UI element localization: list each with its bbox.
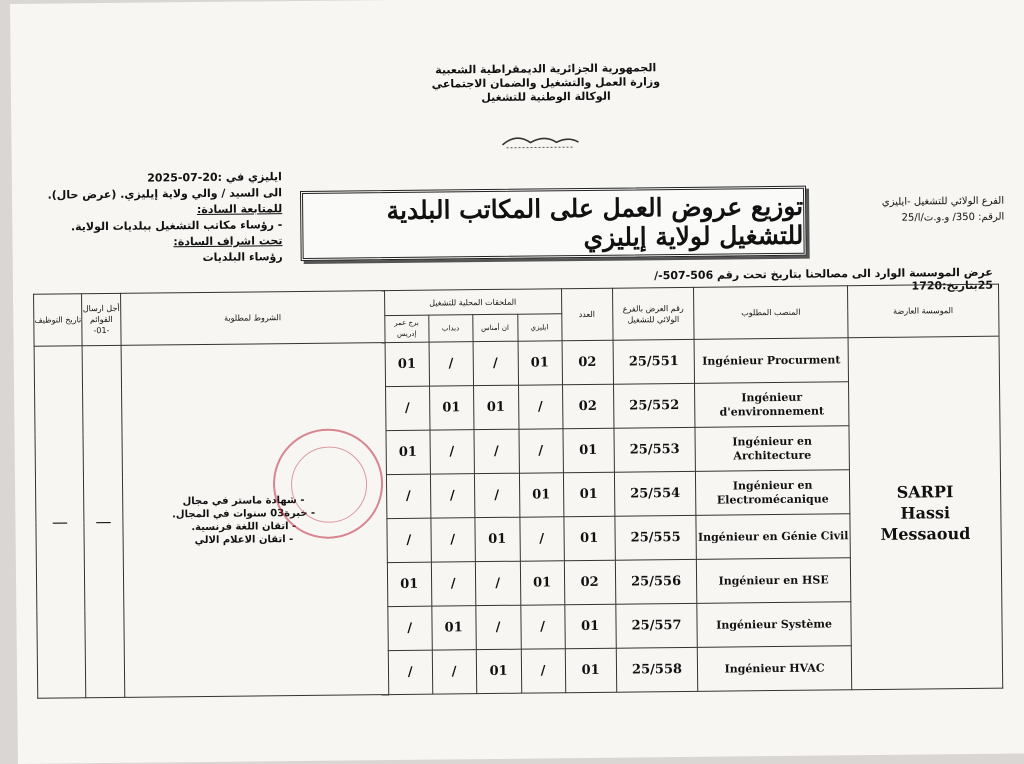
count-cell: 02 <box>564 560 616 605</box>
illizi-cell: / <box>518 385 562 429</box>
addressee-block <box>42 169 283 268</box>
org-line: Messaoud <box>880 523 971 544</box>
bordj-cell: / <box>388 650 432 694</box>
illizi-cell: 01 <box>518 341 562 385</box>
post-cell: Ingénieur HVAC <box>698 646 852 692</box>
bordj-cell: 01 <box>386 430 430 474</box>
place-date: ايليزي في :20-07-2025 <box>147 170 282 185</box>
count-cell: 01 <box>562 428 614 473</box>
official-stamp-icon <box>272 428 383 539</box>
bordj-cell: 01 <box>385 342 429 386</box>
supervision-value: رؤساء البلديات <box>202 250 283 264</box>
bordj-cell: 01 <box>387 562 431 606</box>
republic-name: الجمهورية الجزائرية الديمقراطية الشعبية <box>435 61 657 77</box>
header-inamenas: ان أمناس <box>472 314 517 341</box>
document-sheet <box>10 0 1024 764</box>
post-cell: Ingénieur d'environnement <box>695 382 849 428</box>
deadline-cell: — <box>82 345 125 697</box>
illizi-cell: 01 <box>520 561 564 605</box>
count-cell: 01 <box>565 648 617 693</box>
agency-name: الوكالة الوطنية للتشغيل <box>481 89 611 105</box>
condition-item: - خبرة03 سنوات في المجال. <box>131 506 356 521</box>
bordj-cell: / <box>385 386 429 430</box>
debdeb-cell: / <box>430 474 474 518</box>
inamenas-cell: / <box>473 341 518 385</box>
ministry-name: وزارة العمل والتشغيل والضمان الاجتماعي <box>431 75 661 91</box>
supervision-label: تحت اشراف السادة: <box>173 234 283 249</box>
branch-name: الفرع الولائي للتشغيل -ايليزي <box>881 195 1005 208</box>
illizi-cell: / <box>519 517 563 561</box>
table-row <box>34 336 999 390</box>
count-cell: 02 <box>562 384 614 429</box>
debdeb-cell: / <box>431 562 475 606</box>
bordj-cell: / <box>386 474 430 518</box>
header-debdeb: دبداب <box>428 315 472 342</box>
follow-label: للمتابعة السادة: <box>196 202 283 217</box>
debdeb-cell: / <box>432 650 476 694</box>
offer-line: عرض الموسسة الوارد الى مصالحنا بتاريخ تحت رقم 506-507-/ 25بتاريخ:1720 <box>654 265 994 293</box>
post-cell: Ingénieur Système <box>697 602 851 648</box>
post-cell: Ingénieur en Architecture <box>695 426 849 472</box>
agency-logo-icon <box>496 130 584 153</box>
condition-item: - اتقان الاعلام الالي <box>131 532 356 547</box>
header-deadline: أجل ارسال القوائم -01- <box>82 293 121 345</box>
bordj-cell: / <box>387 518 431 562</box>
debdeb-cell: / <box>430 430 474 474</box>
title-box <box>300 186 807 261</box>
bordj-cell: / <box>387 606 431 650</box>
inamenas-cell: 01 <box>476 649 521 693</box>
inamenas-cell: / <box>475 605 520 649</box>
header-hiring-date: تاريخ التوظيف <box>34 294 83 347</box>
count-cell: 02 <box>562 340 614 385</box>
follow-value: - رؤساء مكاتب التشغيل ببلديات الولاية. <box>70 218 283 234</box>
code-cell: 25/551 <box>613 339 695 384</box>
illizi-cell: / <box>520 605 564 649</box>
inamenas-cell: / <box>474 473 519 517</box>
code-cell: 25/553 <box>614 427 696 472</box>
condition-item: - شهادة ماستر في مجال <box>131 493 356 508</box>
code-cell: 25/555 <box>615 515 697 560</box>
branch-block <box>864 194 1004 227</box>
illizi-cell: 01 <box>519 473 563 517</box>
header-conditions: الشروط لمطلوبة <box>120 291 384 346</box>
inamenas-cell: / <box>474 429 519 473</box>
debdeb-cell: / <box>431 518 475 562</box>
count-cell: 01 <box>563 472 615 517</box>
header-illizi: ايليزي <box>517 314 561 341</box>
debdeb-cell: 01 <box>429 386 473 430</box>
illizi-cell: / <box>521 649 565 693</box>
illizi-cell: / <box>519 429 563 473</box>
debdeb-cell: / <box>429 342 473 386</box>
org-line: SARPI <box>896 482 954 502</box>
code-cell: 25/557 <box>615 603 697 648</box>
header-org: الموسسة العارضة <box>847 284 999 338</box>
code-cell: 25/552 <box>613 383 695 428</box>
code-cell: 25/554 <box>614 471 696 516</box>
addressee-to: الى السيد / والي ولاية إيليزي. (عرض حال). <box>47 186 283 202</box>
header-count: العدد <box>561 288 613 341</box>
post-cell: Ingénieur en Génie Civil <box>696 514 850 560</box>
job-offers-table <box>33 284 1003 699</box>
branch-ref: الرقم: 350/ و.و.ت/ا/25 <box>901 211 1005 224</box>
organization-cell <box>848 336 1003 690</box>
header-bordj: برج عمر إدريس <box>384 315 428 342</box>
hiring-date-cell: — <box>34 346 86 698</box>
count-cell: 01 <box>563 516 615 561</box>
code-cell: 25/556 <box>615 559 697 604</box>
condition-item: - اتقان اللغة فرنسية. <box>131 519 356 534</box>
header-code: رقم العرض بالفرع الولائي للتشغيل <box>612 287 694 340</box>
header-post: المنصب المطلوب <box>694 286 848 340</box>
government-header <box>411 61 681 106</box>
org-line: Hassi <box>900 503 951 523</box>
code-cell: 25/558 <box>616 647 698 692</box>
post-cell: Ingénieur Procurment <box>694 338 848 384</box>
inamenas-cell: 01 <box>473 385 518 429</box>
post-cell: Ingénieur en Electromécanique <box>696 470 850 516</box>
inamenas-cell: 01 <box>474 517 519 561</box>
document-title: توزيع عروض العمل على المكاتب البلدية للتشغيل لولاية إيليزي <box>386 191 804 253</box>
post-cell: Ingénieur en HSE <box>697 558 851 604</box>
debdeb-cell: 01 <box>431 606 475 650</box>
inamenas-cell: / <box>475 561 520 605</box>
header-annexes: الملحقات المحلية للتشغيل <box>384 289 561 316</box>
count-cell: 01 <box>564 604 616 649</box>
